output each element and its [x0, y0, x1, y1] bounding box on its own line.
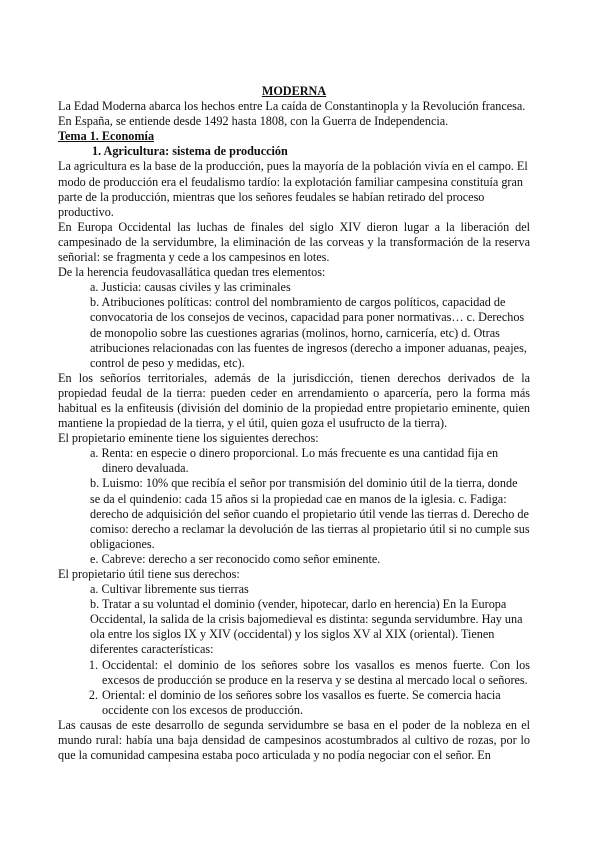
- list-item-cultivar: a. Cultivar libremente sus tierras: [90, 582, 249, 597]
- paragraph-util-intro: El propietario útil tiene sus derechos:: [58, 567, 240, 581]
- section-heading: Tema 1. Economía: [58, 129, 155, 144]
- list-item-renta: a. Renta: en especie o dinero proporcional. Lo más frecuente es una cantidad fija en dinero devaluada.: [90, 446, 499, 476]
- list-item-atribuciones: b. Atribuciones políticas: control del nombramiento de cargos políticos, capacidad de convocatoria de los consejos de vecinos, capacidad para poner normativas… c. Derechos de monopolio sobre las cuestiones agrarias (molinos, horno, carnicería, etc) d. Otras atribuciones relacionadas con las fuentes de ingresos (derecho a imponer aduanas, peajes, control de peso y medidas, etc).: [90, 295, 527, 370]
- paragraph-causas: Las causas de este desarrollo de segunda servidumbre se basa en el poder de la nobleza en el mundo rural: había una baja densidad de campesinos acostumbrados al cultivo de rozas, por lo que la comunidad campesina estaba poco articulada y no podía negociar con el señor. En: [58, 717, 530, 763]
- document-page: [58, 84, 530, 763]
- list-text: Occidental: el dominio de los señores sobre los vasallos es menos fuerte. Con los excesos de producción se produce en la reserva y se destina al mercado local o señores.: [102, 657, 530, 687]
- list-item-luismo: b. Luismo: 10% que recibía el señor por transmisión del dominio útil de la tierra, donde se da el quindenio: cada 15 años si la propiedad cae en manos de la iglesia. c. Fadiga: derecho de adquisición del señor cuando el propietario útil vende las tierras d. Derecho de comiso: derecho a reclamar la devolución de las tierras al propietario útil si no cumple sus obligaciones.: [90, 476, 530, 551]
- paragraph-herencia-intro: De la herencia feudovasallática quedan tres elementos:: [58, 265, 326, 280]
- list-item-tratar: b. Tratar a su voluntad el dominio (vender, hipotecar, darlo en herencia) En la Europa Occidental, la salida de la crisis bajomedieval es distinta: segunda servidumbre. Hay una ola entre los siglos IX y XIV (occidental) y los siglos XV al XIX (oriental). Tienen diferentes características:: [90, 597, 523, 657]
- paragraph-eminente-intro: El propietario eminente tiene los siguientes derechos:: [58, 431, 319, 446]
- paragraph-agricultura: La agricultura es la base de la producción, pues la mayoría de la población vivía en el campo. El modo de producción era el feudalismo tardío: la explotación familiar campesina constituía gran parte de la producción, mientras que los señores feudales se habían retirado del proceso productivo.: [58, 159, 528, 219]
- numbered-item-oriental: [58, 688, 530, 718]
- numbered-item-occidental: [58, 658, 530, 688]
- list-text: Oriental: el dominio de los señores sobre los vasallos es fuerte. Se comercia hacia occidente con los excesos de producción.: [102, 687, 501, 717]
- list-item-justicia: a. Justicia: causas civiles y las criminales: [90, 280, 291, 295]
- document-title: MODERNA: [261, 84, 327, 98]
- list-number: 1.: [88, 657, 98, 672]
- list-number: 2.: [88, 687, 98, 702]
- subsection-heading: 1. Agricultura: sistema de producción: [92, 144, 288, 159]
- paragraph-europa-occidental: En Europa Occidental las luchas de finales del siglo XIV dieron lugar a la liberación del campesinado de la servidumbre, la eliminación de las corveas y la transformación de la reserva señorial: se fragmenta y cede a los campesinos en lotes.: [58, 219, 530, 265]
- list-item-cabreve: e. Cabreve: derecho a ser reconocido como señor eminente.: [90, 551, 381, 566]
- paragraph-senorios: En los señoríos territoriales, además de la jurisdicción, tienen derechos derivados de la propiedad feudal de la tierra: pueden ceder en arrendamiento o aparcería, pero la forma más habitual es la enfiteusis (división del dominio de la propiedad entre propietario eminente, quien mantiene la propiedad de la tierra, y el útil, quien goza el usufructo de la tierra).: [58, 370, 530, 431]
- intro-paragraph: La Edad Moderna abarca los hechos entre La caída de Constantinopla y la Revolución francesa. En España, se entiende desde 1492 hasta 1808, con la Guerra de Independencia.: [58, 99, 526, 129]
